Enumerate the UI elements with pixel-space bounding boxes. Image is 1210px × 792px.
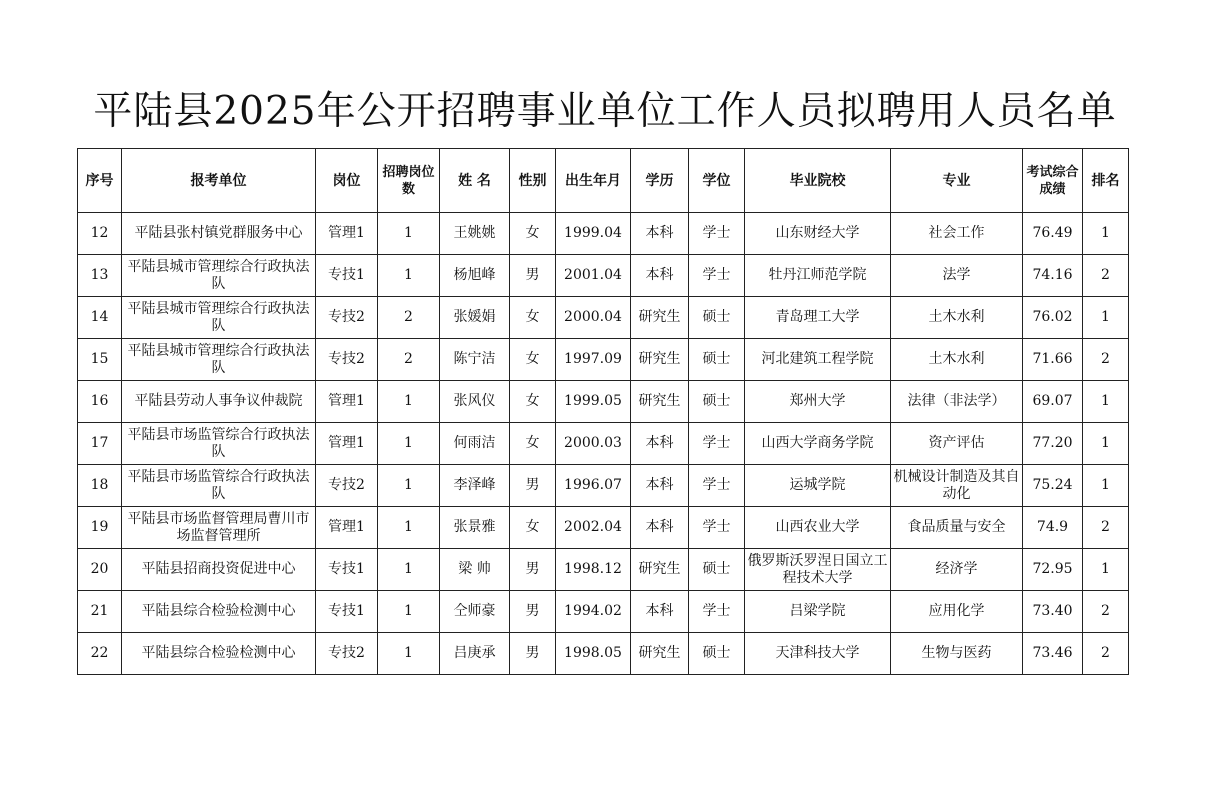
cell-index: 14 [78, 297, 122, 339]
cell-unit: 平陆县市场监管综合行政执法队 [122, 423, 316, 465]
cell-gender: 女 [510, 423, 556, 465]
cell-post-count: 1 [378, 381, 440, 423]
cell-unit: 平陆县城市管理综合行政执法队 [122, 255, 316, 297]
cell-education: 本科 [631, 423, 689, 465]
table-row [78, 549, 1129, 591]
hiring-roster-table [77, 148, 1129, 675]
cell-birth: 1998.05 [556, 633, 631, 675]
cell-index: 16 [78, 381, 122, 423]
cell-score: 76.49 [1023, 213, 1083, 255]
cell-post: 管理1 [316, 423, 378, 465]
cell-rank: 2 [1083, 633, 1129, 675]
table-row [78, 381, 1129, 423]
cell-school: 牡丹江师范学院 [745, 255, 891, 297]
cell-post: 专技1 [316, 591, 378, 633]
cell-degree: 硕士 [689, 339, 745, 381]
col-header-education: 学历 [631, 149, 689, 213]
cell-rank: 1 [1083, 381, 1129, 423]
col-header-post-count: 招聘岗位数 [378, 149, 440, 213]
cell-unit: 平陆县市场监督管理局曹川市场监督管理所 [122, 507, 316, 549]
cell-index: 12 [78, 213, 122, 255]
cell-degree: 学士 [689, 255, 745, 297]
cell-post-count: 1 [378, 213, 440, 255]
cell-major: 食品质量与安全 [891, 507, 1023, 549]
cell-birth: 1997.09 [556, 339, 631, 381]
cell-name: 陈宁洁 [440, 339, 510, 381]
cell-index: 21 [78, 591, 122, 633]
cell-degree: 学士 [689, 213, 745, 255]
cell-score: 74.9 [1023, 507, 1083, 549]
cell-post: 专技2 [316, 297, 378, 339]
cell-score: 73.46 [1023, 633, 1083, 675]
cell-birth: 2002.04 [556, 507, 631, 549]
cell-gender: 男 [510, 549, 556, 591]
cell-education: 研究生 [631, 549, 689, 591]
col-header-unit: 报考单位 [122, 149, 316, 213]
cell-school: 俄罗斯沃罗涅日国立工程技术大学 [745, 549, 891, 591]
table-row [78, 633, 1129, 675]
col-header-degree: 学位 [689, 149, 745, 213]
cell-degree: 硕士 [689, 549, 745, 591]
cell-degree: 学士 [689, 423, 745, 465]
cell-post: 管理1 [316, 213, 378, 255]
cell-unit: 平陆县劳动人事争议仲裁院 [122, 381, 316, 423]
cell-score: 74.16 [1023, 255, 1083, 297]
cell-name: 张媛娟 [440, 297, 510, 339]
cell-major: 土木水利 [891, 339, 1023, 381]
cell-school: 河北建筑工程学院 [745, 339, 891, 381]
cell-name: 李泽峰 [440, 465, 510, 507]
cell-post-count: 2 [378, 339, 440, 381]
cell-major: 应用化学 [891, 591, 1023, 633]
cell-unit: 平陆县市场监管综合行政执法队 [122, 465, 316, 507]
cell-name: 张景雅 [440, 507, 510, 549]
cell-unit: 平陆县综合检验检测中心 [122, 591, 316, 633]
cell-index: 18 [78, 465, 122, 507]
cell-gender: 男 [510, 255, 556, 297]
table-row [78, 297, 1129, 339]
cell-birth: 1994.02 [556, 591, 631, 633]
cell-unit: 平陆县综合检验检测中心 [122, 633, 316, 675]
cell-post: 专技2 [316, 465, 378, 507]
cell-gender: 男 [510, 591, 556, 633]
cell-school: 郑州大学 [745, 381, 891, 423]
cell-post: 专技1 [316, 549, 378, 591]
cell-rank: 1 [1083, 465, 1129, 507]
cell-degree: 学士 [689, 465, 745, 507]
cell-major: 资产评估 [891, 423, 1023, 465]
page-title: 平陆县2025年公开招聘事业单位工作人员拟聘用人员名单 [93, 89, 1117, 134]
cell-name: 仝师豪 [440, 591, 510, 633]
table-row [78, 465, 1129, 507]
table-row [78, 213, 1129, 255]
cell-rank: 2 [1083, 507, 1129, 549]
cell-gender: 女 [510, 297, 556, 339]
cell-unit: 平陆县城市管理综合行政执法队 [122, 297, 316, 339]
cell-gender: 女 [510, 381, 556, 423]
table-row [78, 255, 1129, 297]
cell-index: 13 [78, 255, 122, 297]
cell-birth: 2000.03 [556, 423, 631, 465]
cell-school: 运城学院 [745, 465, 891, 507]
cell-name: 王姚姚 [440, 213, 510, 255]
cell-school: 吕梁学院 [745, 591, 891, 633]
cell-rank: 1 [1083, 213, 1129, 255]
cell-index: 19 [78, 507, 122, 549]
cell-gender: 女 [510, 339, 556, 381]
cell-degree: 学士 [689, 507, 745, 549]
cell-major: 社会工作 [891, 213, 1023, 255]
cell-education: 本科 [631, 213, 689, 255]
cell-index: 17 [78, 423, 122, 465]
header-row [78, 149, 1129, 213]
cell-rank: 2 [1083, 591, 1129, 633]
cell-unit: 平陆县张村镇党群服务中心 [122, 213, 316, 255]
cell-birth: 1998.12 [556, 549, 631, 591]
cell-unit: 平陆县城市管理综合行政执法队 [122, 339, 316, 381]
cell-rank: 2 [1083, 255, 1129, 297]
cell-post: 管理1 [316, 507, 378, 549]
cell-gender: 女 [510, 507, 556, 549]
cell-name: 梁 帅 [440, 549, 510, 591]
cell-gender: 男 [510, 465, 556, 507]
cell-post-count: 1 [378, 255, 440, 297]
table-body [78, 213, 1129, 675]
cell-major: 法学 [891, 255, 1023, 297]
col-header-index: 序号 [78, 149, 122, 213]
cell-score: 77.20 [1023, 423, 1083, 465]
cell-score: 69.07 [1023, 381, 1083, 423]
cell-post-count: 1 [378, 465, 440, 507]
cell-rank: 2 [1083, 339, 1129, 381]
cell-name: 张风仪 [440, 381, 510, 423]
table-row [78, 591, 1129, 633]
cell-major: 机械设计制造及其自动化 [891, 465, 1023, 507]
col-header-gender: 性别 [510, 149, 556, 213]
col-header-rank: 排名 [1083, 149, 1129, 213]
cell-post: 管理1 [316, 381, 378, 423]
cell-birth: 1999.05 [556, 381, 631, 423]
cell-degree: 学士 [689, 591, 745, 633]
cell-education: 研究生 [631, 297, 689, 339]
cell-birth: 2000.04 [556, 297, 631, 339]
cell-post-count: 2 [378, 297, 440, 339]
cell-education: 研究生 [631, 381, 689, 423]
cell-score: 71.66 [1023, 339, 1083, 381]
cell-post-count: 1 [378, 423, 440, 465]
cell-post-count: 1 [378, 507, 440, 549]
cell-school: 山西大学商务学院 [745, 423, 891, 465]
cell-unit: 平陆县招商投资促进中心 [122, 549, 316, 591]
cell-name: 吕庚承 [440, 633, 510, 675]
cell-rank: 1 [1083, 423, 1129, 465]
table-header [78, 149, 1129, 213]
cell-post: 专技2 [316, 339, 378, 381]
cell-score: 76.02 [1023, 297, 1083, 339]
cell-post-count: 1 [378, 633, 440, 675]
table-row [78, 423, 1129, 465]
col-header-score: 考试综合成绩 [1023, 149, 1083, 213]
cell-rank: 1 [1083, 297, 1129, 339]
cell-degree: 硕士 [689, 381, 745, 423]
cell-post: 专技1 [316, 255, 378, 297]
cell-gender: 男 [510, 633, 556, 675]
cell-degree: 硕士 [689, 633, 745, 675]
cell-index: 20 [78, 549, 122, 591]
col-header-name: 姓 名 [440, 149, 510, 213]
cell-index: 15 [78, 339, 122, 381]
cell-education: 本科 [631, 465, 689, 507]
cell-school: 山东财经大学 [745, 213, 891, 255]
cell-major: 土木水利 [891, 297, 1023, 339]
table-row [78, 339, 1129, 381]
col-header-post: 岗位 [316, 149, 378, 213]
cell-education: 本科 [631, 255, 689, 297]
cell-post-count: 1 [378, 591, 440, 633]
cell-name: 何雨洁 [440, 423, 510, 465]
col-header-major: 专业 [891, 149, 1023, 213]
cell-score: 75.24 [1023, 465, 1083, 507]
cell-post-count: 1 [378, 549, 440, 591]
cell-index: 22 [78, 633, 122, 675]
col-header-school: 毕业院校 [745, 149, 891, 213]
cell-education: 研究生 [631, 339, 689, 381]
cell-major: 经济学 [891, 549, 1023, 591]
cell-score: 73.40 [1023, 591, 1083, 633]
cell-post: 专技2 [316, 633, 378, 675]
cell-name: 杨旭峰 [440, 255, 510, 297]
cell-degree: 硕士 [689, 297, 745, 339]
cell-birth: 1996.07 [556, 465, 631, 507]
cell-school: 天津科技大学 [745, 633, 891, 675]
cell-rank: 1 [1083, 549, 1129, 591]
cell-school: 青岛理工大学 [745, 297, 891, 339]
cell-gender: 女 [510, 213, 556, 255]
cell-major: 生物与医药 [891, 633, 1023, 675]
cell-major: 法律（非法学） [891, 381, 1023, 423]
cell-education: 本科 [631, 591, 689, 633]
cell-score: 72.95 [1023, 549, 1083, 591]
cell-birth: 1999.04 [556, 213, 631, 255]
table-row [78, 507, 1129, 549]
cell-school: 山西农业大学 [745, 507, 891, 549]
cell-education: 研究生 [631, 633, 689, 675]
col-header-birth: 出生年月 [556, 149, 631, 213]
cell-birth: 2001.04 [556, 255, 631, 297]
cell-education: 本科 [631, 507, 689, 549]
